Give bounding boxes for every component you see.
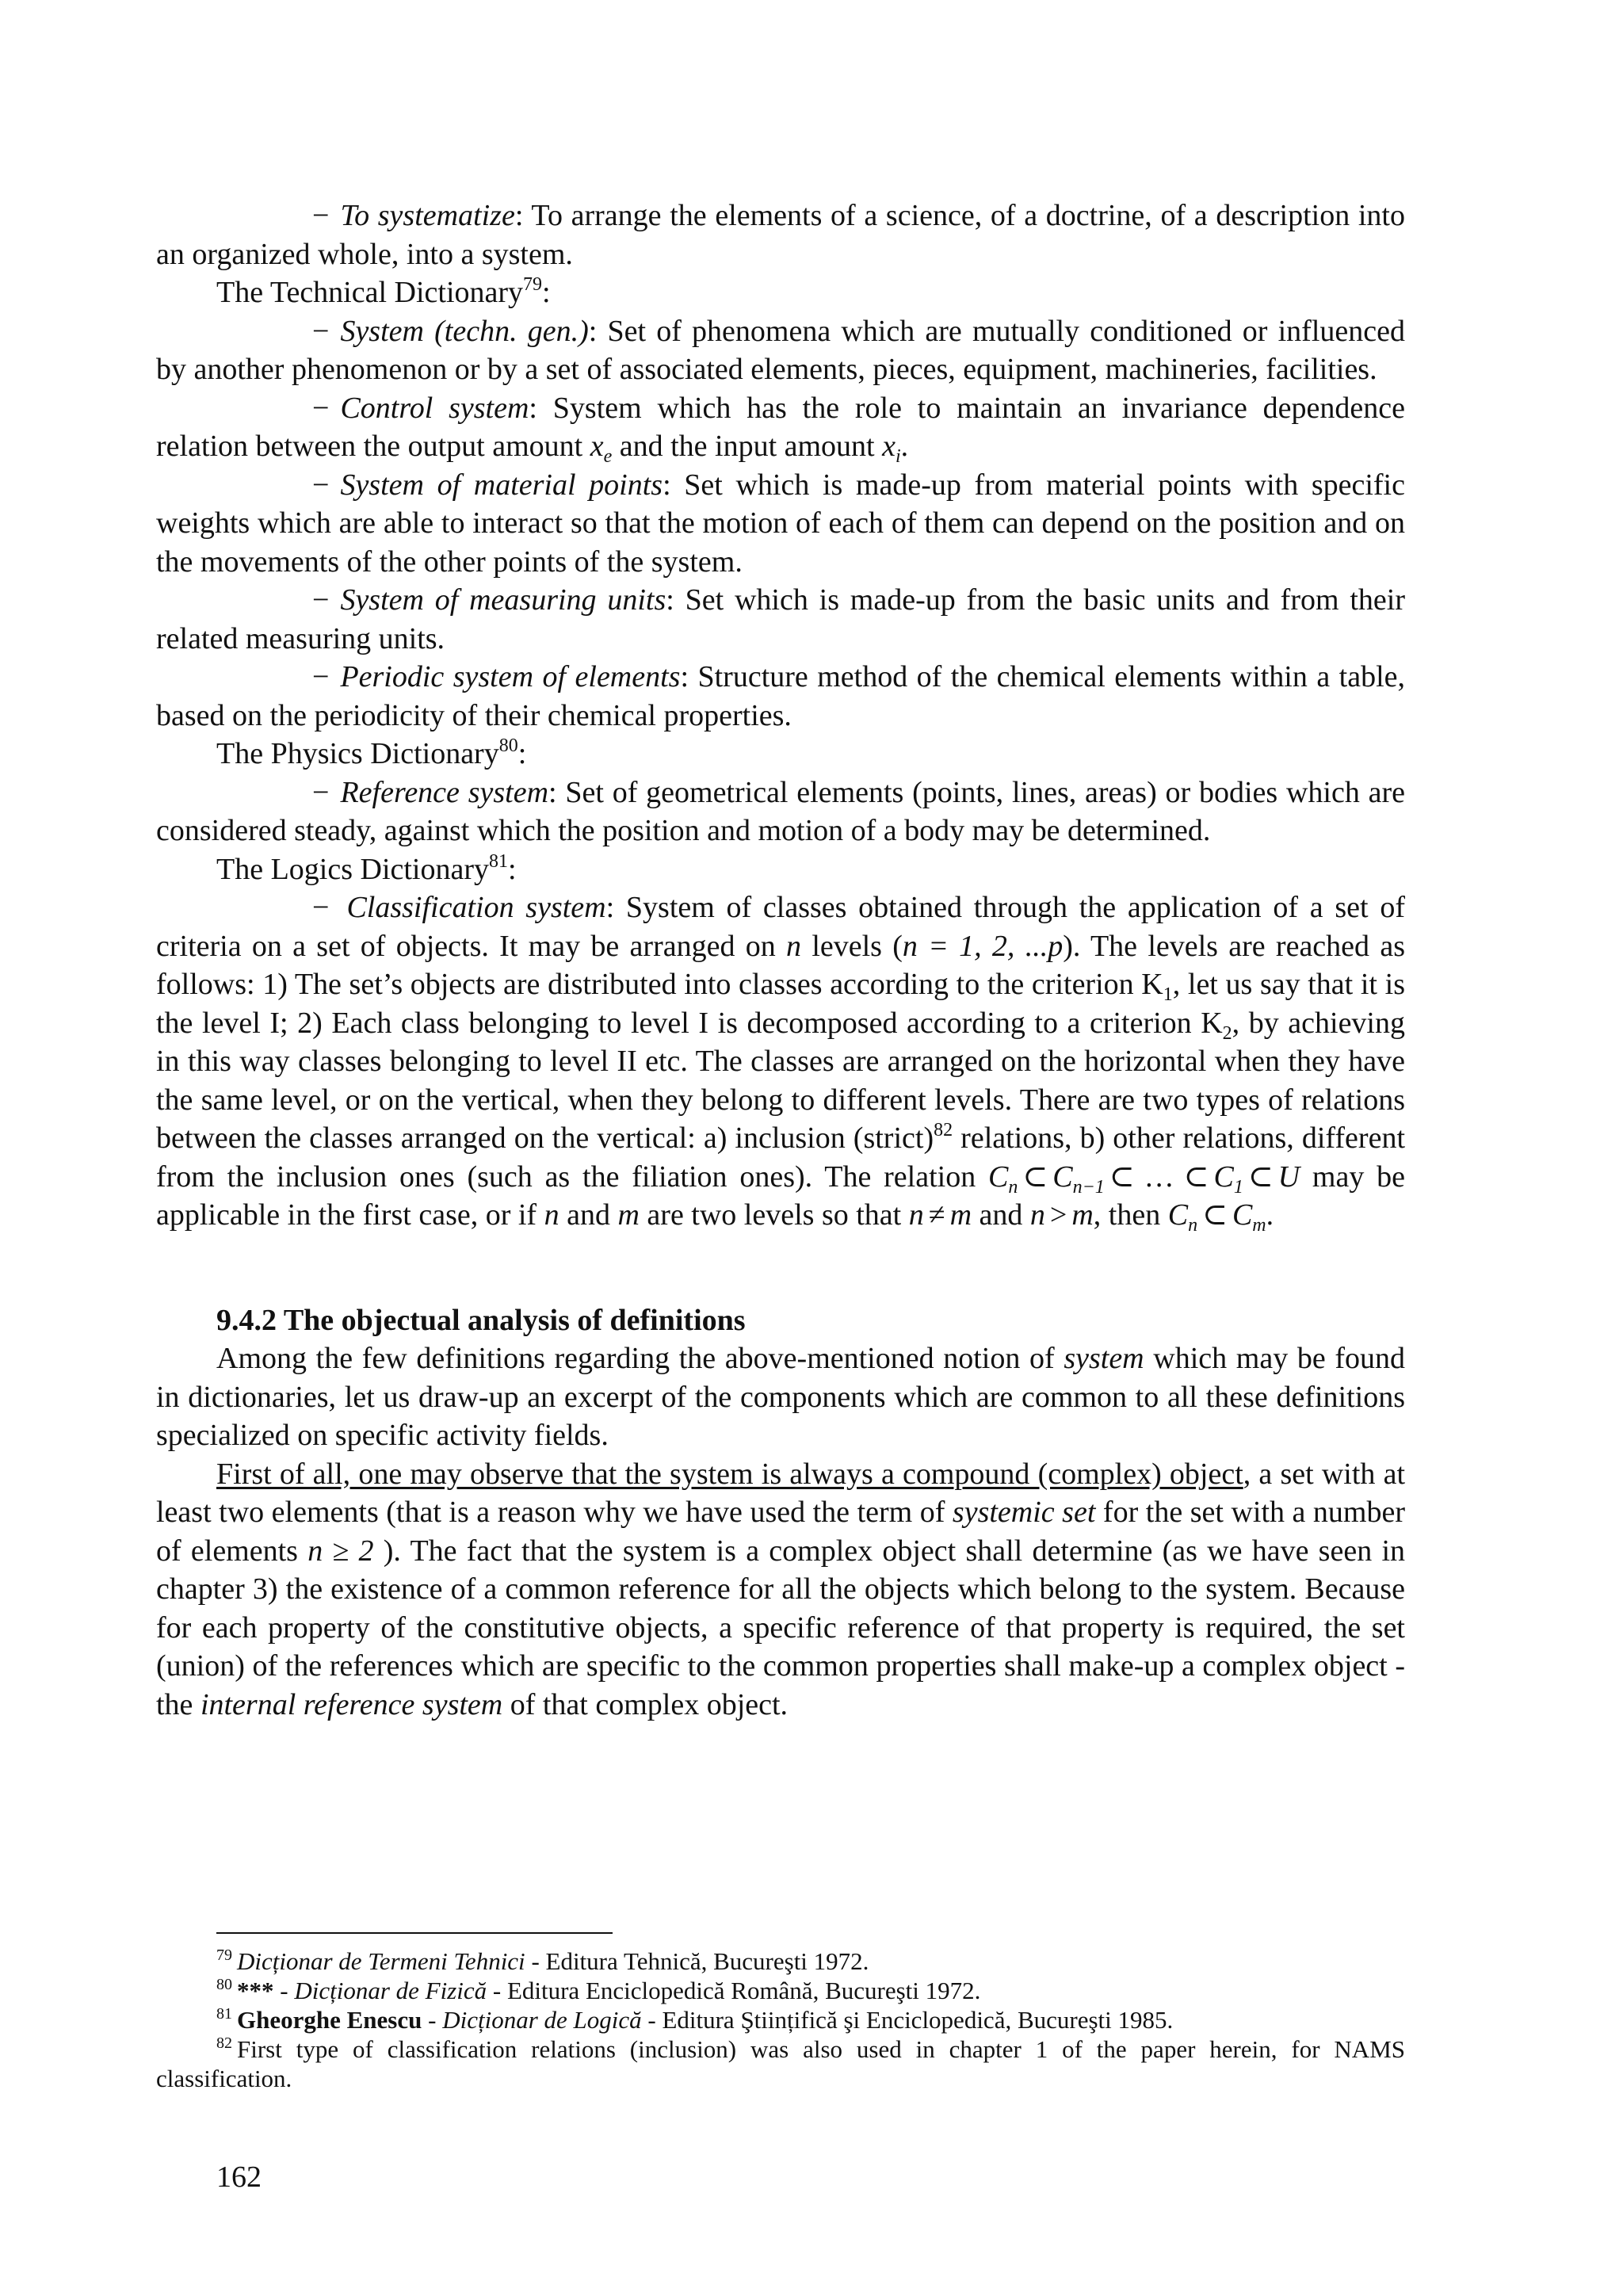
term: To systematize (340, 199, 515, 232)
dash-bullet: − (312, 199, 330, 232)
footnote-ref-81[interactable]: 81 (489, 850, 509, 872)
formula-n-neq-m: n ≠ m (908, 1198, 972, 1232)
definition-periodic-system: − Periodic system of elements: Structure method of the chemical elements within a table, based on the periodicity of their chemical properties. (156, 660, 1405, 732)
technical-dictionary-intro: The Technical Dictionary$^{79}$: (216, 274, 551, 309)
footnote-ref-82[interactable]: 82 (934, 1120, 953, 1140)
physics-dictionary-intro: The Physics Dictionary$^{80}$: (216, 735, 527, 770)
underlined-statement: First of all, one may observe that the system is always a compound (complex) object (216, 1457, 1243, 1491)
section-paragraph-2: First of all, one may observe that the system is always a compound (complex) object, a set with at least two elements (that is a reason why we have used the term of systemic set for the set with a number of elements n ≥ 2 ). The fact that the system is a complex object shall determine (as we have seen in chapter 3) the existence of a common reference for all the objects which belong to the system. Because for each property of the constitutive objects, a specific reference of that property is required, the set (union) of the references which are specific to the common properties shall make-up a complex object - the internal reference system of that complex object. (156, 1457, 1405, 1721)
footnote-79: $^{79}$ Dicționar de Termeni Tehnici - Editura Tehnică, Bucureşti 1972. (216, 1946, 869, 1975)
definition-measuring-units: − System of measuring units: Set which is made-up from the basic units and from their related measuring units. (156, 583, 1405, 655)
footnote-82: $^{82}$ First type of classification relations (inclusion) was also used in chapter 1 of the paper herein, for NAMS classification. (156, 2034, 1405, 2092)
formula-n-geq-2: n ≥ 2 (307, 1534, 374, 1568)
definition-material-points: − System of material points: Set which is made-up from material points with specific weights which are able to interact so that the motion of each of them can depend on the position and on the movements of the other points of the system. (156, 468, 1405, 579)
definition-reference-system: − Reference system: Set of geometrical elements (points, lines, areas) or bodies which are considered steady, against which the position and motion of a body may be determined. (156, 775, 1405, 847)
logics-dictionary-intro: The Logics Dictionary$^{81}$: (216, 850, 517, 886)
footnote-ref-79[interactable]: 79 (523, 274, 543, 295)
formula-n-gt-m: n > m (1029, 1198, 1094, 1232)
footnote-separator (216, 1932, 613, 1934)
formula-inclusion-chain: $C_n$ ⊂ $C_{n-1}$ ⊂ … ⊂ $C_1$ ⊂ U (988, 1159, 1300, 1198)
page-body (156, 197, 1405, 1724)
footnote-81: $^{81}$ Gheorghe Enescu - Dicționar de Logică - Editura Ştiințifică şi Enciclopedică, Bucureşti 1985. (216, 2005, 1174, 2034)
section-heading: 9.4.2 The objectual analysis of definitions (216, 1303, 746, 1337)
formula-cn-subset-cm: $C_n$ ⊂ $C_m$ (1167, 1198, 1266, 1236)
footnotes (156, 1946, 1405, 2093)
definition-control-system: − Control system: System which has the role to maintain an invariance dependence relation between the output amount $x_e$ and the input amount $x_i$. (156, 391, 1405, 467)
definition-systematize: − To systematize: To arrange the elements of a science, of a doctrine, of a description into an organized whole, into a system. (156, 199, 1405, 271)
section-paragraph-1: Among the few definitions regarding the above-mentioned notion of system which may be found in dictionaries, let us draw-up an excerpt of the components which are common to all these definitions specialized on specific activity fields. (156, 1342, 1406, 1452)
footnote-80: $^{80}$ *** - Dicționar de Fizică - Editura Enciclopedică Română, Bucureşti 1972. (216, 1976, 981, 2004)
footnote-ref-80[interactable]: 80 (498, 735, 518, 756)
page-number: 162 (216, 2160, 262, 2194)
definition-system-techn: − System (techn. gen.): Set of phenomena which are mutually conditioned or influenced by another phenomenon or by a set of associated elements, pieces, equipment, machineries, facilities. (156, 314, 1405, 386)
definition-classification-system: − Classification system: System of classes obtained through the application of a set of criteria on a set of objects. It may be arranged on n levels (n = 1, 2, ...p). The levels are reached as follows: 1) The set’s objects are distributed into classes according to the criterion $K_1$, let us say that it is the level I; 2) Each class belonging to level I is decomposed according to a criterion $K_2$, by achieving in this way classes belonging to level II etc. The classes are arranged on the horizontal when they have the same level, or on the vertical, when they belong to different levels. There are two types of relations between the classes arranged on the vertical: a) inclusion (strict)$^{82}$ relations, b) other relations, different from the inclusion ones (such as the filiation ones). The relation $C_n$ ⊂ $C_{n-1}$ ⊂ … ⊂ $C_1$ ⊂ U may be applicable in the first case, or if n and m are two levels so that n ≠ m and n > m, then $C_n$ ⊂ $C_m$. (156, 891, 1405, 1236)
